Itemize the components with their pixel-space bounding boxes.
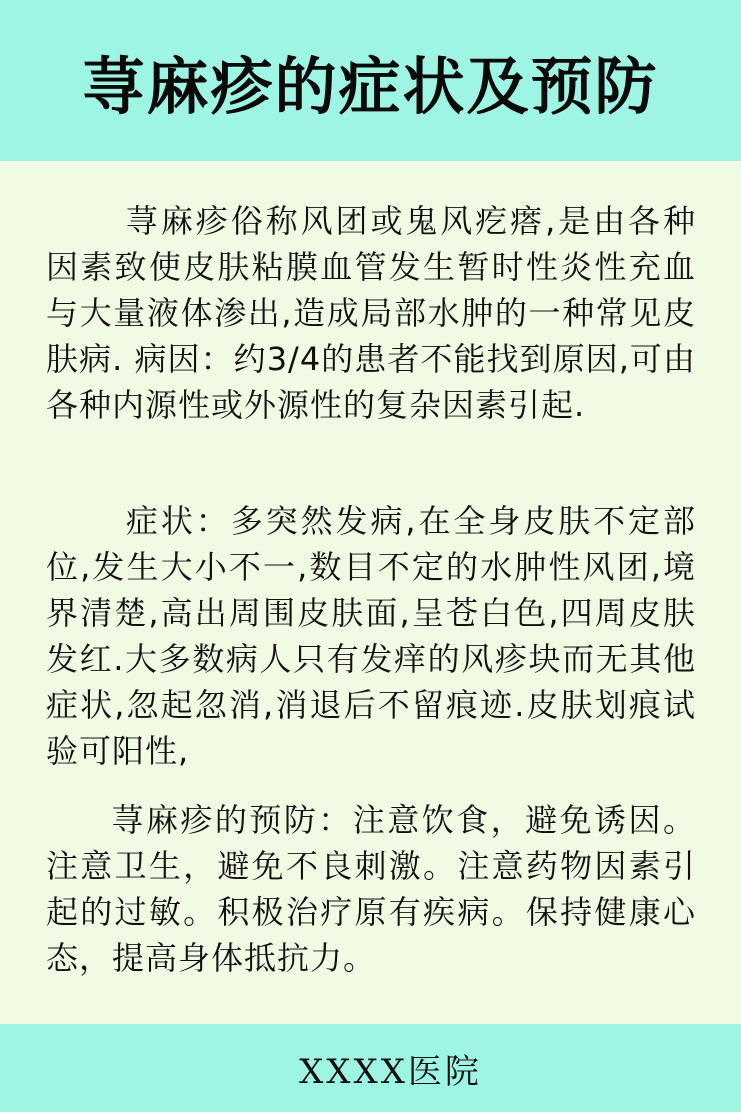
header-band (0, 0, 741, 161)
page-title: 荨麻疹的症状及预防 (82, 50, 659, 123)
paragraph-prevention (46, 797, 696, 981)
paragraph-overview (46, 198, 696, 428)
paragraph-prevention-text: 荨麻疹的预防：注意饮食，避免诱因。注意卫生，避免不良刺激。注意药物因素引起的过敏。积极治疗原有疾病。保持健康心态，提高身体抵抗力。 (46, 801, 696, 977)
hospital-name: XXXX医院 (299, 1051, 482, 1092)
content-area (0, 161, 741, 1024)
paragraph-symptoms-text: 症状：多突然发病,在全身皮肤不定部位,发生大小不一,数目不定的水肿性风团,境界清楚,高出周围皮肤面,呈苍白色,四周皮肤发红.大多数病人只有发痒的风疹块而无其他症状,忽起忽消,消退后不留痕迹.皮肤划痕试验可阳性, (46, 502, 696, 770)
footer-band (0, 1024, 741, 1112)
paragraph-overview-text: 荨麻疹俗称风团或鬼风疙瘩,是由各种因素致使皮肤粘膜血管发生暂时性炎性充血与大量液体渗出,造成局部水肿的一种常见皮肤病. 病因：约3/4的患者不能找到原因,可由各种内源性或外源性的复杂因素引起. (46, 202, 696, 424)
paragraph-symptoms (46, 498, 696, 774)
